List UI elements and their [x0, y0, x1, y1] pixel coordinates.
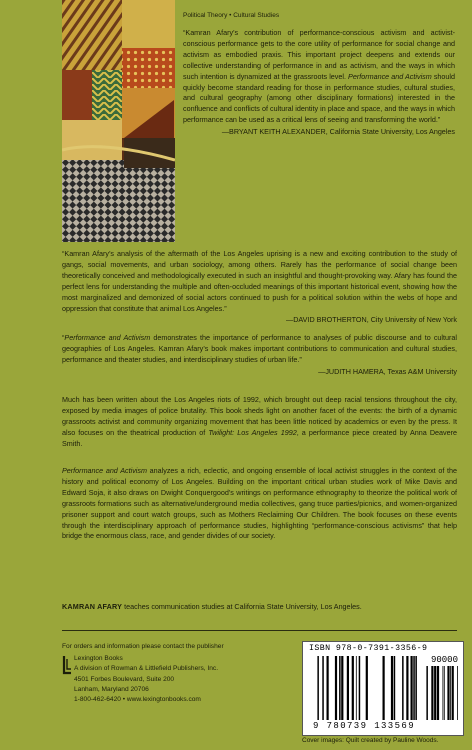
isbn-barcode	[302, 641, 464, 736]
quote-hamera-block	[62, 333, 457, 377]
play-title: Twilight: Los Angeles 1992	[208, 427, 297, 437]
quote-attribution-alexander: —BRYANT KEITH ALEXANDER, California State University, Los Angeles	[221, 127, 455, 137]
barcode-bar	[383, 656, 385, 720]
barcode-bar	[322, 656, 324, 720]
divider-line	[62, 630, 457, 631]
barcode-bar	[450, 666, 451, 720]
isbn-text: ISBN 978-0-7391-3356-9	[309, 644, 428, 653]
barcode-bar	[426, 666, 428, 720]
barcode-bar	[443, 666, 444, 720]
cover-credit: Cover images: Quilt created by Pauline Woods.	[302, 737, 439, 744]
barcode-bar	[415, 656, 417, 720]
barcode-bar	[394, 656, 396, 720]
barcode-bar	[434, 666, 436, 720]
publisher-name: Lexington Books	[74, 655, 123, 662]
description-paragraph-1: Much has been written about the Los Angeles riots of 1992, which brought out deep racial tensions throughout the city, exposed by media images of police brutality. This book sheds light on another facet of the events: the birth of a dynamic grassroots activist and community organizing movement that has been little noticed by academics or even by the press. It also focuses on the theatrical production of Twilight: Los Angeles 1992, a performance piece created by Anna Deavere Smith.	[62, 395, 457, 448]
barcode-bar	[341, 656, 343, 720]
barcode-bars-icon	[309, 656, 421, 720]
barcode-bar	[391, 656, 393, 720]
book-title: Performance and Activism	[348, 71, 432, 81]
barcode-bar	[411, 656, 413, 720]
subject-categories: Political Theory • Cultural Studies	[183, 12, 280, 19]
barcode-bar	[356, 656, 357, 720]
barcode-bar	[444, 666, 445, 720]
author-name: KAMRAN AFARY	[62, 602, 123, 611]
barcode-bar	[327, 656, 329, 720]
cover-quilt-image	[62, 0, 175, 242]
price-code: 90000	[430, 655, 458, 665]
quote-attribution-hamera: —JUDITH HAMERA, Texas A&M University	[318, 366, 457, 376]
barcode-bar	[359, 656, 361, 720]
description-paragraph-2: Performance and Activism analyzes a rich, eclectic, and ongoing ensemble of local activist struggles in the context of the history and political economy of Los Angeles. Building on the important critical urban studies work of Mike Davis and Edward Soja, it also draws on Dwight Conquergood’s writings on performance ethnography to theorize the political work of grassroots formations such as alternative/underground media collectives, gang truce parties/picnics, and women-organized prisoner support and court watch groups, such as Mothers Reclaiming Our Children. The book focuses on these events through the interdisciplinary approach of performance studies, highlighting “performance-conscious activisms” that help bridge the enormous class, race, and gender divides of our society.	[62, 466, 457, 541]
barcode-bar	[447, 666, 449, 720]
barcode-bar	[366, 656, 368, 720]
publisher-intro: For orders and information please contact the publisher	[62, 643, 224, 650]
barcode-bar	[352, 656, 354, 720]
quote-brotherton: “Kamran Afary’s analysis of the aftermath of the Los Angeles uprising is a new and exciting contribution to the study of gangs, social movements, and urban sociology, among others. Rarely has the performance of social change been theoretically conceived and methodologically executed in such an insightful and thought-provoking way. Afary has found the perfect lens for understanding the multiple and often-occluded meanings of this important historical event, showing how the most marginalized and demonized of social actors continued to push for a political solution within the webs of hope and oppression that constitute that animal Los Angeles.”	[62, 249, 457, 313]
barcode-bar	[413, 656, 415, 720]
quote-alexander: “Kamran Afary’s contribution of performance-conscious activism and activist-conscious performance gets to the core utility of performance for social change and activism as embodied praxis. This important project deepens and extends our collective understanding of performance in and as activism, and the ways in which such intention is dynamized at the grassroots level. Performance and Activism should quickly become standard reading for those in performance studies, cultural studies, and cultural geography (among other disciplinary formations) interested in the confluence and conflicts of cultural identity in place and space, and the ways in which performance can be used as a critical lens of seeing and transforming the world.”	[183, 28, 455, 125]
barcode-bar	[452, 666, 454, 720]
publisher-address-line-2: Lanham, Maryland 20706	[74, 685, 149, 693]
barcode-bar	[457, 666, 458, 720]
book-title: Performance and Activism	[64, 333, 151, 342]
barcode-bar	[406, 656, 408, 720]
quote-attribution-brotherton: —DAVID BROTHERTON, City University of New York	[286, 315, 457, 325]
publisher-info	[62, 642, 272, 704]
barcode-number: 9 780739 133569	[313, 721, 416, 731]
barcode-addon-bars-icon	[425, 666, 459, 720]
publisher-contact: 1-800-462-6420 • www.lexingtonbooks.com	[74, 696, 201, 704]
quote-hamera: “Performance and Activism demonstrates the importance of performance to analyses of public discourse and to cultural geographies of Los Angeles. Kamran Afary’s book makes important contributions to communication and cultural studies, performance and theater studies, and interdisciplinary studies of urban life.”	[62, 333, 457, 364]
publisher-division: A division of Rowman & Littlefield Publishers, Inc.	[74, 665, 219, 673]
barcode-bar	[335, 656, 337, 720]
barcode-bar	[431, 666, 433, 720]
author-bio: KAMRAN AFARY teaches communication studies at California State University, Los Angeles.	[62, 602, 362, 611]
barcode-bar	[402, 656, 404, 720]
book-title: Performance and Activism	[62, 466, 147, 475]
quote-brotherton-block	[62, 249, 457, 325]
top-column	[183, 10, 455, 137]
publisher-address-line-1: 4501 Forbes Boulevard, Suite 200	[74, 675, 175, 683]
barcode-bar	[347, 656, 349, 720]
barcode-bar	[437, 666, 439, 720]
barcode-bar	[317, 656, 319, 720]
publisher-logo-icon	[62, 655, 72, 677]
barcode-bar	[339, 656, 341, 720]
